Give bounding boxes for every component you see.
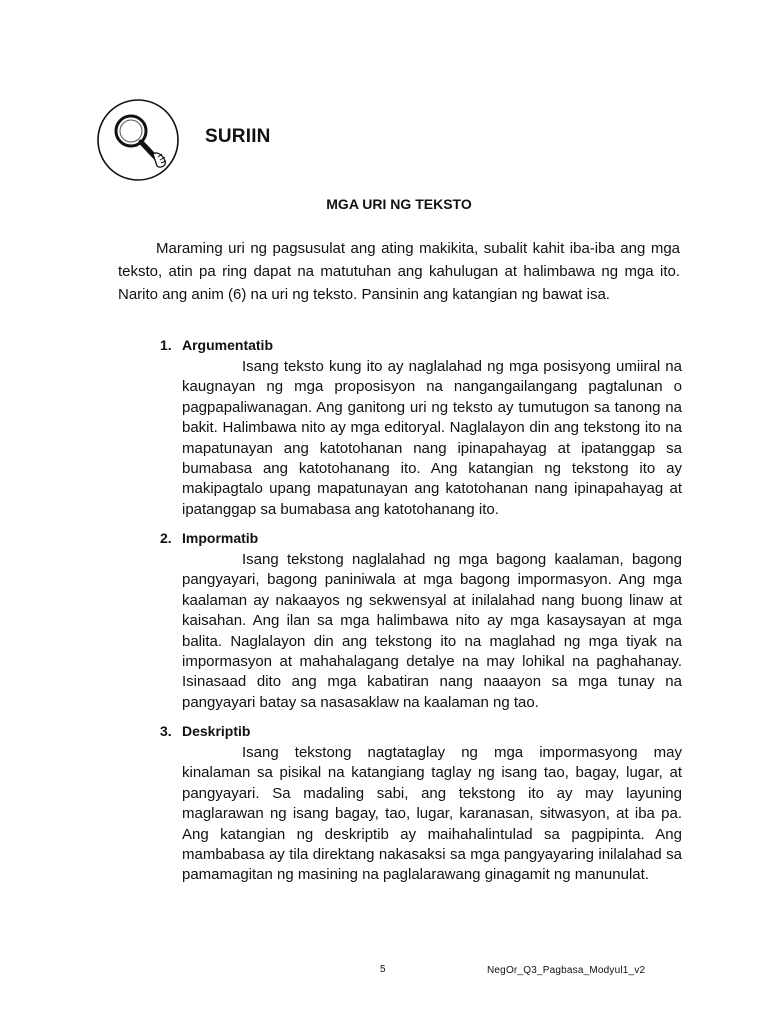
module-code: NegOr_Q3_Pagbasa_Modyul1_v2 — [487, 965, 646, 976]
list-item — [160, 335, 682, 520]
item-number: 2. — [160, 530, 172, 546]
magnifying-glass-icon — [95, 99, 181, 181]
item-heading-deskriptib — [160, 721, 682, 741]
item-body: Isang tekstong naglalahad ng mga bagong kaalaman, bagong pangyayari, bagong paniniwala at mga bagong impormasyon. Ang mga kaalaman ay nakaayos ng sekwensyal at inilalahad nang buong linaw at kaisahan. Ang ilan sa mga halimbawa nito ay mga kasaysayan at mga balita. Naglalayon din ang tekstong ito na maglahad ng mga tiyak na impormasyon at mahahalagang detalye na may lohikal na paghahanay. Isinasaad dito ang mga kabatiran nang naaayon sa mga tunay na pangyayari batay sa nasasaklaw na kaalaman ng tao. — [182, 551, 682, 711]
item-number: 3. — [160, 723, 172, 739]
document-title: MGA URI NG TEKSTO — [326, 196, 472, 212]
list-item — [160, 721, 682, 886]
item-heading-impormatib — [160, 528, 682, 548]
item-body: Isang teksto kung ito ay naglalahad ng mga posisyong umiiral na kaugnayan ng mga proposisyon na nangangailangang pagtalunan o pagpapaliwanagan. Ang ganitong uri ng teksto ay tumutugon sa tanong na bakit. Halimbawa nito ay mga editoryal. Naglalayon din ang tekstong ito na mapatunayan ang katotohanan nang ipinapahayag at ipatanggap sa bumabasa ang katotohanang ito. Ang katangian ng tekstong ito ay makipagtalo upang mapatunayan ang katotohanan nang ipinapahayag at ipatanggap sa bumabasa ang katotohanang ito. — [182, 358, 682, 518]
item-title: Argumentatib — [182, 337, 273, 353]
page-number: 5 — [380, 964, 386, 975]
item-title: Deskriptib — [182, 723, 251, 739]
section-title: SURIIN — [205, 126, 271, 147]
intro-paragraph: Maraming uri ng pagsusulat ang ating makikita, subalit kahit iba-iba ang mga teksto, atin pa ring dapat na matutuhan ang kahulugan at halimbawa ng mga ito. Narito ang anim (6) na uri ng teksto. Pansinin ang katangian ng bawat isa. — [118, 240, 680, 303]
item-heading-argumentatib — [160, 335, 682, 355]
item-title: Impormatib — [182, 530, 259, 546]
item-number: 1. — [160, 337, 172, 353]
item-body: Isang tekstong nagtataglay ng mga impormasyong may kinalaman sa pisikal na katangiang taglay ng isang tao, bagay, lugar, at pangyayari. Sa madaling sabi, ang tekstong ito ay may layuning maglarawan ng isang bagay, tao, lugar, karanasan, sitwasyon, at iba pa. Ang katangian ng deskriptib ay maihahalintulad sa pagpipinta. Ang mambabasa ay tila direktang nakasaksi sa mga pangyayaring inilalahad sa pamamagitan ng masining na paglalarawang ginagamit ng manunulat. — [182, 744, 682, 884]
list-item — [160, 528, 682, 713]
